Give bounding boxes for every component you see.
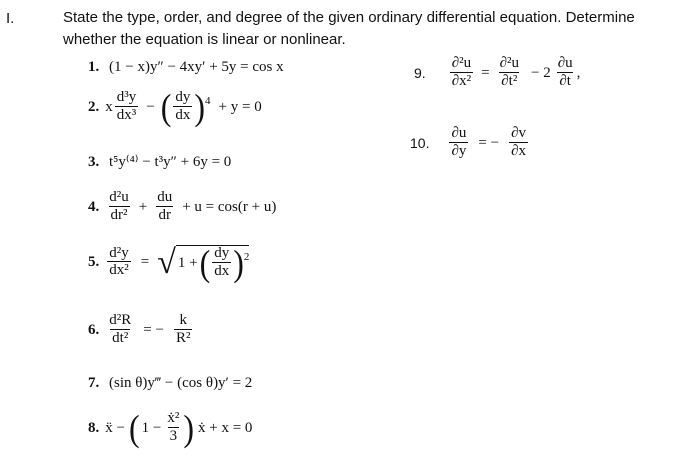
problem-9-number: 9.	[414, 65, 426, 81]
problem-2-prefix: x	[105, 98, 113, 115]
problem-2-numerator-1: d³y	[116, 89, 137, 105]
problem-1-equation: (1 − x)y″ − 4xy′ + 5y = cos x	[109, 59, 284, 75]
problem-10-fraction-2	[509, 126, 528, 160]
instructions-line-1: State the type, order, and degree of the given ordinary differential equation. Determine	[63, 9, 635, 26]
problem-2-paren: ( $\frac{dy}{dx}$ ) 4	[160, 86, 211, 128]
problem-8-rest: ẋ + x = 0	[198, 419, 253, 436]
problem-2-rest: + y = 0	[218, 98, 262, 115]
problem-5-inner: 1 +	[177, 254, 198, 271]
problem-4-fraction-1	[107, 190, 131, 224]
problem-5-number: 5.	[88, 254, 100, 270]
problem-9-minus: − 2	[531, 64, 551, 81]
problem-8-fraction	[165, 411, 181, 445]
problem-2-number: 2.	[88, 98, 100, 115]
problem-4-numerator-2: du	[157, 189, 173, 205]
problem-3-equation: t⁵y⁽⁴⁾ − t³y″ + 6y = 0	[109, 154, 232, 170]
problem-9-denominator-2: ∂t²	[501, 72, 518, 89]
problem-9-denominator-1: ∂x²	[451, 72, 472, 89]
problem-3-number: 3.	[88, 154, 100, 170]
problem-5-numerator-2: dy	[214, 245, 230, 261]
problem-4-number: 4.	[88, 198, 100, 215]
problem-10-denominator-2: ∂x	[511, 142, 526, 159]
problem-10	[410, 126, 530, 160]
problem-7-number: 7.	[88, 375, 100, 391]
problem-6-fraction-1	[107, 313, 133, 347]
problem-7	[88, 375, 252, 392]
problem-2	[88, 86, 262, 128]
problem-2-numerator-2: dy	[175, 89, 191, 105]
problem-4-denominator-2: dr	[158, 206, 171, 223]
problem-2-denominator-1: dx³	[116, 106, 137, 123]
problem-2-fraction-2	[173, 90, 192, 124]
problem-4	[88, 190, 276, 224]
problem-8-numerator: ẋ²	[167, 410, 180, 426]
problem-8-inner: 1 −	[141, 419, 162, 436]
problem-6-denominator-2: R²	[175, 329, 191, 346]
problem-4-numerator-1: d²u	[109, 189, 129, 205]
problem-10-fraction-1	[449, 126, 468, 160]
problem-4-denominator-1: dr²	[110, 206, 128, 223]
problem-9-numerator-2: ∂²u	[499, 55, 519, 71]
problem-9-numerator-3: ∂u	[557, 55, 573, 71]
problem-6-fraction-2	[174, 313, 193, 347]
problem-4-fraction-2	[155, 190, 174, 224]
problem-6	[88, 313, 194, 347]
problem-9-fraction-2	[498, 56, 521, 90]
problem-4-plus: +	[138, 198, 148, 215]
problem-5-numerator-1: d²y	[109, 244, 129, 261]
problem-10-number: 10.	[410, 135, 430, 151]
problem-5-power: 2	[243, 251, 250, 263]
problem-1-number: 1.	[88, 59, 100, 75]
problem-10-equals: = −	[478, 134, 500, 151]
problem-2-denominator-2: dx	[175, 106, 191, 123]
problem-9-comma: ,	[576, 64, 581, 81]
problem-10-numerator-2: ∂v	[511, 125, 526, 141]
problem-7-equation: (sin θ)y‴ − (cos θ)y′ = 2	[109, 375, 253, 391]
problem-1	[88, 59, 284, 76]
problem-8-paren: ( 1 − $\frac{\text{ẋ²}}{3}$ )	[128, 407, 194, 449]
problem-6-numerator-1: d²R	[109, 312, 132, 328]
problem-9-equals: =	[481, 64, 490, 81]
problem-8-denominator: 3	[169, 427, 178, 444]
problem-5-equals: =	[140, 254, 150, 270]
section-label: I.	[6, 10, 15, 27]
problem-5-denominator-1: dx²	[109, 262, 129, 279]
problem-6-number: 6.	[88, 321, 100, 338]
problem-6-numerator-2: k	[179, 312, 187, 328]
problem-5-fraction-1	[107, 246, 131, 280]
problem-6-denominator-1: dt²	[112, 329, 129, 346]
problem-9-denominator-3: ∂t	[559, 72, 571, 89]
problem-9-numerator-1: ∂²u	[451, 55, 472, 71]
problem-10-denominator-1: ∂y	[451, 142, 467, 159]
problem-5	[88, 242, 250, 284]
problem-8	[88, 407, 253, 449]
problem-9-fraction-1	[450, 56, 473, 90]
problem-5-denominator-2: dx	[214, 262, 230, 279]
problem-10-numerator-1: ∂u	[451, 125, 467, 141]
problem-3	[88, 152, 231, 171]
problem-9-fraction-3	[556, 56, 575, 90]
instructions-line-2: whether the equation is linear or nonlinear.	[63, 31, 346, 48]
problem-8-number: 8.	[88, 419, 100, 436]
problem-2-minus: −	[146, 98, 155, 115]
problem-4-rest: + u = cos(r + u)	[182, 198, 277, 215]
problem-6-equals: = −	[143, 321, 164, 338]
problem-9	[414, 56, 580, 90]
problem-5-square-root: √ 1 + ( $\frac{dy}{dx}$ ) 2	[157, 242, 250, 284]
problem-2-power: 4	[205, 95, 211, 107]
problem-5-fraction-2	[212, 246, 231, 280]
problem-8-prefix: ẍ −	[105, 419, 125, 436]
problem-2-fraction-1	[115, 90, 139, 124]
